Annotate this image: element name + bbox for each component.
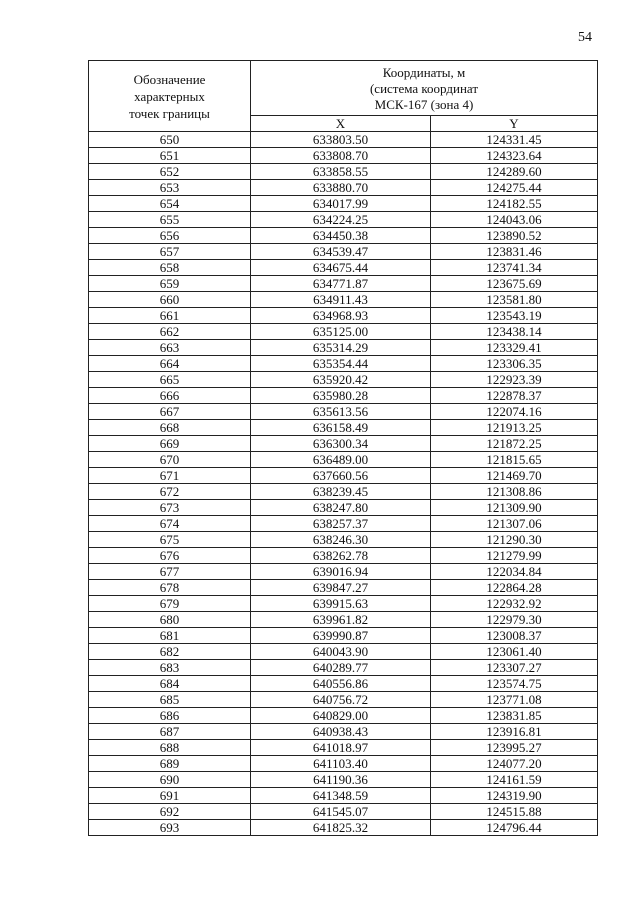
point-number-cell: 662 [89,324,251,340]
table-row [89,820,598,836]
y-coordinate-cell: 122932.92 [431,596,598,612]
y-coordinate-cell: 124515.88 [431,804,598,820]
y-coordinate-cell: 123574.75 [431,676,598,692]
x-coordinate-cell: 640556.86 [251,676,431,692]
y-coordinate-cell: 123438.14 [431,324,598,340]
x-coordinate-cell: 640756.72 [251,692,431,708]
point-number-cell: 672 [89,484,251,500]
y-coordinate-cell: 123831.85 [431,708,598,724]
x-coordinate-cell: 634450.38 [251,228,431,244]
x-coordinate-cell: 641103.40 [251,756,431,772]
y-coordinate-cell: 121913.25 [431,420,598,436]
y-column-header: Y [431,116,598,132]
table-row [89,148,598,164]
y-coordinate-cell: 123741.34 [431,260,598,276]
x-coordinate-cell: 639847.27 [251,580,431,596]
y-coordinate-cell: 123329.41 [431,340,598,356]
y-coordinate-cell: 122034.84 [431,564,598,580]
table-row [89,772,598,788]
point-number-cell: 653 [89,180,251,196]
point-header-line: Обозначение [133,71,206,87]
point-number-cell: 654 [89,196,251,212]
point-number-cell: 680 [89,612,251,628]
point-number-cell: 693 [89,820,251,836]
table-row [89,564,598,580]
point-number-cell: 651 [89,148,251,164]
table-row [89,484,598,500]
table-row [89,452,598,468]
point-number-cell: 660 [89,292,251,308]
y-coordinate-cell: 124161.59 [431,772,598,788]
table-row [89,644,598,660]
y-coordinate-cell: 123916.81 [431,724,598,740]
point-number-cell: 661 [89,308,251,324]
table-row [89,292,598,308]
point-number-cell: 652 [89,164,251,180]
table-row [89,756,598,772]
x-coordinate-cell: 639016.94 [251,564,431,580]
x-coordinate-cell: 641825.32 [251,820,431,836]
y-coordinate-cell: 123008.37 [431,628,598,644]
point-header-line: характерных [134,88,205,104]
table-row [89,692,598,708]
point-number-cell: 677 [89,564,251,580]
table-row [89,804,598,820]
table-row [89,260,598,276]
x-coordinate-cell: 634017.99 [251,196,431,212]
point-number-cell: 659 [89,276,251,292]
point-number-cell: 676 [89,548,251,564]
x-coordinate-cell: 640829.00 [251,708,431,724]
x-coordinate-cell: 640289.77 [251,660,431,676]
y-coordinate-cell: 121307.06 [431,516,598,532]
point-number-cell: 669 [89,436,251,452]
x-coordinate-cell: 638239.45 [251,484,431,500]
x-coordinate-cell: 639961.82 [251,612,431,628]
table-row [89,340,598,356]
x-coordinate-cell: 633880.70 [251,180,431,196]
y-coordinate-cell: 123675.69 [431,276,598,292]
table-row [89,356,598,372]
point-number-cell: 678 [89,580,251,596]
y-coordinate-cell: 123995.27 [431,740,598,756]
x-coordinate-cell: 634771.87 [251,276,431,292]
point-number-cell: 675 [89,532,251,548]
table-row [89,516,598,532]
y-coordinate-cell: 123306.35 [431,356,598,372]
x-coordinate-cell: 636300.34 [251,436,431,452]
point-number-cell: 657 [89,244,251,260]
table-row [89,212,598,228]
x-coordinate-cell: 635920.42 [251,372,431,388]
y-coordinate-cell: 123890.52 [431,228,598,244]
y-coordinate-cell: 122878.37 [431,388,598,404]
x-coordinate-cell: 637660.56 [251,468,431,484]
x-coordinate-cell: 641348.59 [251,788,431,804]
table-row [89,196,598,212]
point-number-cell: 673 [89,500,251,516]
y-coordinate-cell: 123307.27 [431,660,598,676]
y-coordinate-cell: 123771.08 [431,692,598,708]
x-coordinate-cell: 638257.37 [251,516,431,532]
x-coordinate-cell: 636158.49 [251,420,431,436]
table-row [89,708,598,724]
table-row [89,660,598,676]
x-coordinate-cell: 634539.47 [251,244,431,260]
table-row [89,180,598,196]
x-coordinate-cell: 634968.93 [251,308,431,324]
table-row [89,308,598,324]
point-number-cell: 689 [89,756,251,772]
table-row [89,468,598,484]
table-row [89,724,598,740]
x-coordinate-cell: 634675.44 [251,260,431,276]
x-coordinate-cell: 639990.87 [251,628,431,644]
y-coordinate-cell: 124182.55 [431,196,598,212]
point-number-cell: 686 [89,708,251,724]
y-coordinate-cell: 121279.99 [431,548,598,564]
table-row [89,420,598,436]
table-row [89,436,598,452]
point-header-line: точек границы [129,105,210,121]
x-coordinate-cell: 639915.63 [251,596,431,612]
x-coordinate-cell: 635125.00 [251,324,431,340]
table-row [89,372,598,388]
point-number-cell: 688 [89,740,251,756]
table-row [89,324,598,340]
y-coordinate-cell: 123061.40 [431,644,598,660]
table-row [89,132,598,148]
x-coordinate-cell: 634911.43 [251,292,431,308]
point-number-cell: 655 [89,212,251,228]
x-coordinate-cell: 633808.70 [251,148,431,164]
y-coordinate-cell: 121309.90 [431,500,598,516]
point-number-cell: 687 [89,724,251,740]
point-number-cell: 670 [89,452,251,468]
coordinates-table [88,60,598,836]
point-number-cell: 671 [89,468,251,484]
table-row [89,388,598,404]
table-row [89,788,598,804]
y-coordinate-cell: 124796.44 [431,820,598,836]
y-coordinate-cell: 122864.28 [431,580,598,596]
x-coordinate-cell: 640938.43 [251,724,431,740]
y-coordinate-cell: 124077.20 [431,756,598,772]
table-row [89,612,598,628]
point-number-cell: 668 [89,420,251,436]
y-coordinate-cell: 122979.30 [431,612,598,628]
x-coordinate-cell: 635354.44 [251,356,431,372]
point-number-cell: 679 [89,596,251,612]
x-coordinate-cell: 635314.29 [251,340,431,356]
x-coordinate-cell: 641545.07 [251,804,431,820]
x-coordinate-cell: 638246.30 [251,532,431,548]
point-number-cell: 682 [89,644,251,660]
x-coordinate-cell: 638262.78 [251,548,431,564]
coords-header-line: (система координат [369,81,479,96]
x-coordinate-cell: 640043.90 [251,644,431,660]
point-number-cell: 685 [89,692,251,708]
y-coordinate-cell: 123543.19 [431,308,598,324]
point-number-cell: 681 [89,628,251,644]
x-coordinate-cell: 633858.55 [251,164,431,180]
table-row [89,580,598,596]
point-number-cell: 658 [89,260,251,276]
point-number-cell: 690 [89,772,251,788]
x-coordinate-cell: 638247.80 [251,500,431,516]
table-header-row [89,61,598,116]
point-number-cell: 663 [89,340,251,356]
point-designation-header [89,61,251,132]
y-coordinate-cell: 124331.45 [431,132,598,148]
point-number-cell: 684 [89,676,251,692]
y-coordinate-cell: 124275.44 [431,180,598,196]
table-row [89,500,598,516]
x-coordinate-cell: 633803.50 [251,132,431,148]
table-row [89,228,598,244]
coords-header-line: Координаты, м [382,65,466,80]
y-coordinate-cell: 124289.60 [431,164,598,180]
y-coordinate-cell: 124043.06 [431,212,598,228]
table-row [89,596,598,612]
table-row [89,628,598,644]
table-row [89,404,598,420]
y-coordinate-cell: 122074.16 [431,404,598,420]
y-coordinate-cell: 121469.70 [431,468,598,484]
y-coordinate-cell: 124319.90 [431,788,598,804]
point-number-cell: 656 [89,228,251,244]
y-coordinate-cell: 123581.80 [431,292,598,308]
table-row [89,532,598,548]
x-column-header: X [251,116,431,132]
x-coordinate-cell: 641018.97 [251,740,431,756]
point-number-cell: 650 [89,132,251,148]
page-number: 54 [578,30,592,45]
point-number-cell: 665 [89,372,251,388]
table-row [89,276,598,292]
point-number-cell: 666 [89,388,251,404]
y-coordinate-cell: 123831.46 [431,244,598,260]
x-coordinate-cell: 636489.00 [251,452,431,468]
table-row [89,548,598,564]
x-coordinate-cell: 634224.25 [251,212,431,228]
table-row [89,244,598,260]
x-coordinate-cell: 635613.56 [251,404,431,420]
coordinates-header [251,61,598,116]
y-coordinate-cell: 121815.65 [431,452,598,468]
table-row [89,676,598,692]
y-coordinate-cell: 124323.64 [431,148,598,164]
point-number-cell: 667 [89,404,251,420]
point-number-cell: 674 [89,516,251,532]
x-coordinate-cell: 641190.36 [251,772,431,788]
x-coordinate-cell: 635980.28 [251,388,431,404]
coords-header-line: МСК-167 (зона 4) [374,97,474,112]
y-coordinate-cell: 122923.39 [431,372,598,388]
point-number-cell: 664 [89,356,251,372]
y-coordinate-cell: 121308.86 [431,484,598,500]
table-row [89,740,598,756]
point-number-cell: 683 [89,660,251,676]
table-body [89,132,598,836]
table-row [89,164,598,180]
point-number-cell: 692 [89,804,251,820]
y-coordinate-cell: 121290.30 [431,532,598,548]
y-coordinate-cell: 121872.25 [431,436,598,452]
point-number-cell: 691 [89,788,251,804]
